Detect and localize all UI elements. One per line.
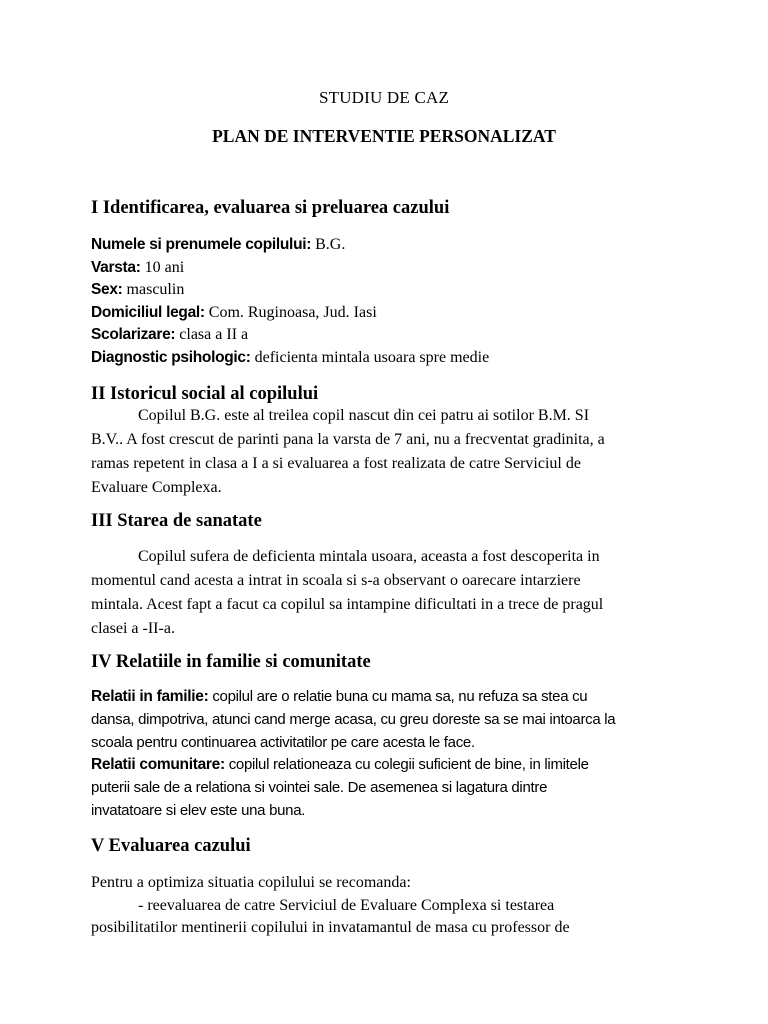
paragraph-line: Pentru a optimiza situatia copilului se recomanda: — [91, 874, 411, 891]
field-school: Scolarizare: clasa a II a — [91, 326, 249, 343]
section-1-heading: I Identificarea, evaluarea si preluarea cazului — [91, 198, 450, 218]
field-domicile: Domiciliul legal: Com. Ruginoasa, Jud. Iasi — [91, 304, 377, 321]
paragraph-line: B.V.. A fost crescut de parinti pana la varsta de 7 ani, nu a frecventat gradinita, a — [91, 431, 605, 448]
field-sex: Sex: masculin — [91, 281, 185, 298]
paragraph-line: posibilitatilor mentinerii copilului in invatamantul de masa cu professor de — [91, 919, 570, 936]
paragraph-line: - reevaluarea de catre Serviciul de Evaluare Complexa si testarea — [138, 897, 555, 914]
field-age: Varsta: 10 ani — [91, 259, 185, 276]
document-title: STUDIU DE CAZ — [318, 88, 450, 107]
paragraph-line: mintala. Acest fapt a facut ca copilul sa intampine dificultati in a trece de pragul — [91, 596, 604, 613]
paragraph-line: invatatoare si elev este una buna. — [91, 802, 306, 819]
paragraph-line: ramas repetent in clasa a I a si evaluarea a fost realizata de catre Serviciul de — [91, 455, 581, 472]
section-4-heading: IV Relatiile in familie si comunitate — [91, 652, 371, 672]
paragraph-line: dansa, dimpotriva, atunci cand merge acasa, cu greu doreste sa se mai intoarca la — [91, 711, 616, 728]
paragraph-line: scoala pentru continuarea activitatilor pe care acesta le face. — [91, 734, 475, 751]
paragraph-line: puterii sale de a relationa si vointei sale. De asemenea si lagatura dintre — [91, 779, 548, 796]
field-diagnosis: Diagnostic psihologic: deficienta mintala usoara spre medie — [91, 349, 490, 366]
document-subtitle: PLAN DE INTERVENTIE PERSONALIZAT — [212, 126, 556, 146]
section-5-heading: V Evaluarea cazului — [91, 836, 251, 856]
paragraph-line: Evaluare Complexa. — [91, 479, 222, 496]
field-name: Numele si prenumele copilului: B.G. — [91, 236, 346, 253]
paragraph-line: clasei a -II-a. — [91, 620, 175, 637]
section-2-heading: II Istoricul social al copilului — [91, 384, 319, 404]
paragraph-line: Copilul sufera de deficienta mintala usoara, aceasta a fost descoperita in — [138, 548, 600, 565]
community-relations: Relatii comunitare: copilul relationeaza cu colegii suficient de bine, in limitele — [91, 756, 589, 773]
paragraph-line: Copilul B.G. este al treilea copil nascut din cei patru ai sotilor B.M. SI — [138, 407, 590, 424]
family-relations: Relatii in familie: copilul are o relatie buna cu mama sa, nu refuza sa stea cu — [91, 688, 588, 705]
section-3-heading: III Starea de sanatate — [91, 511, 262, 531]
paragraph-line: momentul cand acesta a intrat in scoala si s-a observant o oarecare intarziere — [91, 572, 581, 589]
